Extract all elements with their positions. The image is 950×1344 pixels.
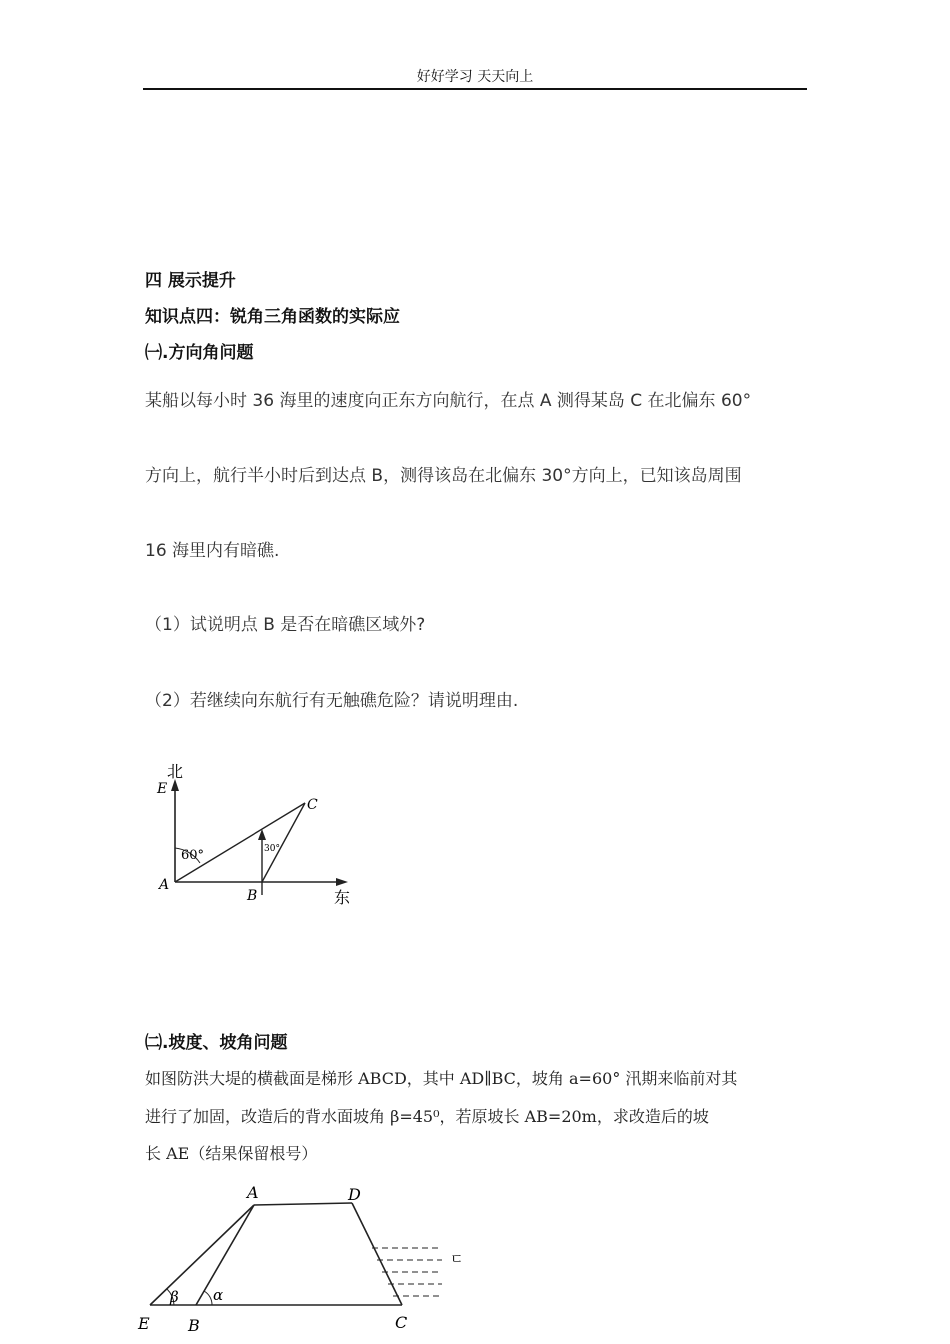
label-c: C xyxy=(395,1313,408,1332)
segment-ae xyxy=(150,1205,254,1305)
label-c: C xyxy=(307,797,318,813)
direction-angle-figure xyxy=(150,755,360,910)
east-arrowhead xyxy=(336,878,348,886)
part1-problem-line: 某船以每小时 36 海里的速度向正东方向航行，在点 A 测得某岛 C 在北偏东 60° xyxy=(145,391,752,411)
water-lines xyxy=(372,1248,442,1296)
label-alpha: α xyxy=(213,1286,224,1304)
part1-problem-line: 方向上，航行半小时后到达点 B，测得该岛在北偏东 30°方向上，已知该岛周围 xyxy=(145,466,742,486)
segment-bc xyxy=(262,803,305,882)
angle-arc-alpha xyxy=(204,1291,212,1305)
label-angle-30: 30° xyxy=(264,844,280,854)
part1-title: ㈠.方向角问题 xyxy=(145,343,254,363)
header-rule xyxy=(143,88,807,90)
label-north: 北 xyxy=(167,762,184,781)
part2-problem-line: 进行了加固，改造后的背水面坡角 β=45⁰，若原坡长 AB=20m，求改造后的坡 xyxy=(145,1107,709,1126)
label-a: A xyxy=(159,877,170,893)
part1-problem-line: 16 海里内有暗礁. xyxy=(145,541,280,561)
label-beta: β xyxy=(170,1288,179,1306)
label-a: A xyxy=(247,1183,259,1202)
segment-dc xyxy=(352,1203,402,1305)
label-b: B xyxy=(188,1316,200,1335)
segment-ac xyxy=(175,803,305,882)
label-east: 东 xyxy=(334,888,351,907)
label-angle-60: 60° xyxy=(181,848,205,863)
side-mark: ㄷ xyxy=(450,1252,464,1268)
part2-title: ㈡.坡度、坡角问题 xyxy=(145,1033,288,1053)
label-e: E xyxy=(157,781,168,797)
part2-problem-line: 长 AE（结果保留根号） xyxy=(145,1144,318,1163)
knowledge-point-title: 知识点四：锐角三角函数的实际应 xyxy=(145,307,400,327)
part2-problem-line: 如图防洪大堤的横截面是梯形 ABCD，其中 AD∥BC，坡角 a=60° 汛期来临前对其 xyxy=(145,1069,738,1088)
part1-question-2: （2）若继续向东航行有无触礁危险？请说明理由. xyxy=(145,691,519,711)
segment-ab xyxy=(196,1205,254,1305)
label-e: E xyxy=(138,1314,150,1333)
section-title: 四 展示提升 xyxy=(145,271,236,291)
part1-question-1: （1）试说明点 B 是否在暗礁区域外? xyxy=(145,615,426,635)
page-header: 好好学习 天天向上 xyxy=(416,69,534,85)
label-b: B xyxy=(247,888,258,904)
label-d: D xyxy=(348,1185,361,1204)
dam-cross-section-figure xyxy=(130,1178,470,1340)
segment-ad xyxy=(254,1203,352,1205)
